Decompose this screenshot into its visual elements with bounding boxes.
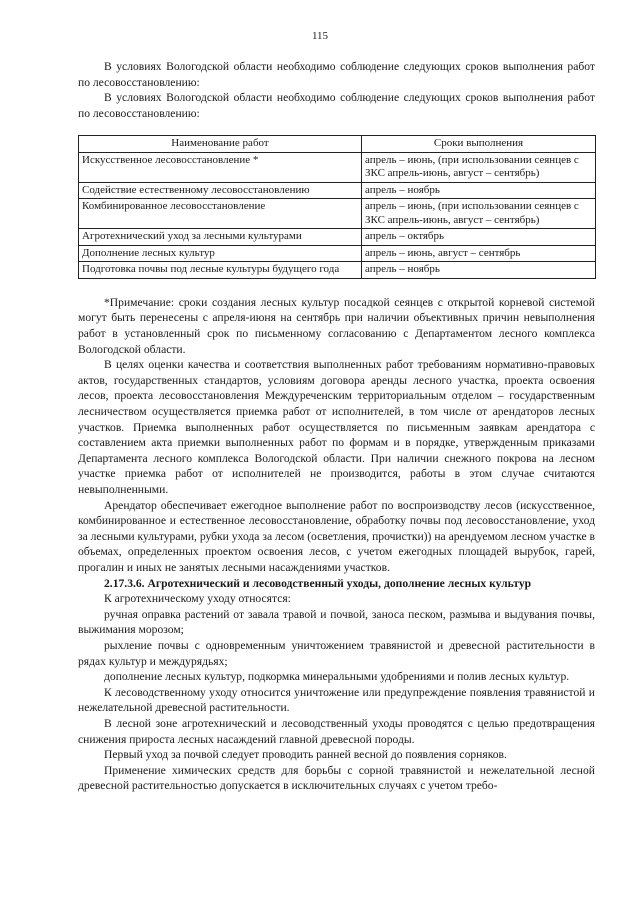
section-paragraph: В лесной зоне агротехнический и лесоводственный уходы проводятся с целью предотвращения снижения прироста лесных насаждений главной древесной породы. [78, 716, 595, 746]
table-cell-term: апрель – ноябрь [362, 182, 596, 199]
table-cell-work: Агротехнический уход за лесными культурами [79, 229, 362, 246]
section-paragraph: К агротехническому уходу относятся: [104, 592, 291, 606]
table-cell-term: апрель – октябрь [362, 229, 596, 246]
table-row [79, 182, 596, 199]
intro-paragraph: В условиях Вологодской области необходимо соблюдение следующих сроков выполнения работ по лесовосстановлению: [78, 60, 595, 89]
table-cell-work: Искусственное лесовосстановление * [79, 152, 362, 182]
table-row [79, 229, 596, 246]
table-header-row [79, 136, 596, 153]
table-cell-work: Подготовка почвы под лесные культуры будущего года [79, 262, 362, 279]
table-row [79, 245, 596, 262]
body-paragraph: Арендатор обеспечивает ежегодное выполнение работ по воспроизводству лесов (искусственное, комбинированное и естественное лесовосстановление, обработку почвы под лесовосстановление, уход за лесными культурами, рубки ухода за лесом (осветления, прочистки)) на арендуемом лесном участке в объемах, определенных проектом освоения лесов, с учетом ежегодных площадей вырубок, гарей, прогалин и иных не занятых лесными насаждениями участков. [78, 498, 595, 574]
note-paragraph: *Примечание: сроки создания лесных культур посадкой сеянцев с открытой корневой системой могут быть перенесены с апреля-июня на сентябрь при наличии объективных причин невыполнения работ в установленный срок по письменному согласованию с Департаментом лесного комплекса Вологодской области. [78, 295, 595, 356]
section-paragraph: рыхление почвы с одновременным уничтожением травянистой и древесной растительности в рядах культур и междурядьях; [78, 638, 595, 668]
body-paragraph: В целях оценки качества и соответствия выполненных работ требованиям нормативно-правовых актов, государственных стандартов, условиям договора аренды лесного участка, проекта освоения лесов, проекта лесовосстановления Междуреченским территориальным отделом – государственным лесничеством осуществляется приемка работ от исполнителей, в том числе от арендаторов лесных участков. Приемка выполненных работ осуществляется по письменным заявкам арендатора с составлением акта приемки выполненных работ по формам и в порядке, утвержденным приказами Департамента лесного комплекса Вологодской области. При наличии снежного покрова на лесном участке приемка работ от исполнителей не производится, работы в этом случае считаются невыполненными. [78, 358, 595, 496]
table-cell-work: Комбинированное лесовосстановление [79, 199, 362, 229]
section-paragraph: ручная оправка растений от завала травой и почвой, заноса песком, размыва и выдувания почвы, выжимания морозом; [78, 607, 595, 637]
table-row [79, 199, 596, 229]
section-heading: 2.17.3.6. Агротехнический и лесоводственный уходы, дополнение лесных культур [104, 576, 532, 590]
table-cell-term: апрель – июнь, август – сентябрь [362, 245, 596, 262]
page-number: 115 [311, 30, 329, 42]
section-paragraph: К лесоводственному уходу относится уничтожение или предупреждение появления травянистой и нежелательной древесной растительности. [78, 685, 595, 715]
table-row [79, 152, 596, 182]
table-cell-work: Дополнение лесных культур [79, 245, 362, 262]
section-paragraph: Применение химических средств для борьбы с сорной травянистой и нежелательной лесной древесной растительностью допускается в исключительных случаях с учетом требо- [78, 763, 595, 793]
table-cell-work: Содействие естественному лесовосстановлению [79, 182, 362, 199]
table-cell-term: апрель – июнь, (при использовании сеянцев с ЗКС апрель-июнь, август – сентябрь) [362, 199, 596, 229]
intro-paragraph: В условиях Вологодской области необходимо соблюдение следующих сроков выполнения работ по лесовосстановлению: [78, 91, 595, 120]
section-paragraph: Первый уход за почвой следует проводить ранней весной до появления сорняков. [104, 748, 507, 762]
section-paragraph: дополнение лесных культур, подкормка минеральными удобрениями и полив лесных культур. [104, 670, 570, 684]
works-schedule-table [78, 135, 596, 279]
table-cell-term: апрель – ноябрь [362, 262, 596, 279]
table-cell-term: апрель – июнь, (при использовании сеянцев с ЗКС апрель-июнь, август – сентябрь) [362, 152, 596, 182]
page-content [78, 59, 595, 794]
table-header-cell: Сроки выполнения [362, 136, 596, 153]
table-header-cell: Наименование работ [79, 136, 362, 153]
table-row [79, 262, 596, 279]
